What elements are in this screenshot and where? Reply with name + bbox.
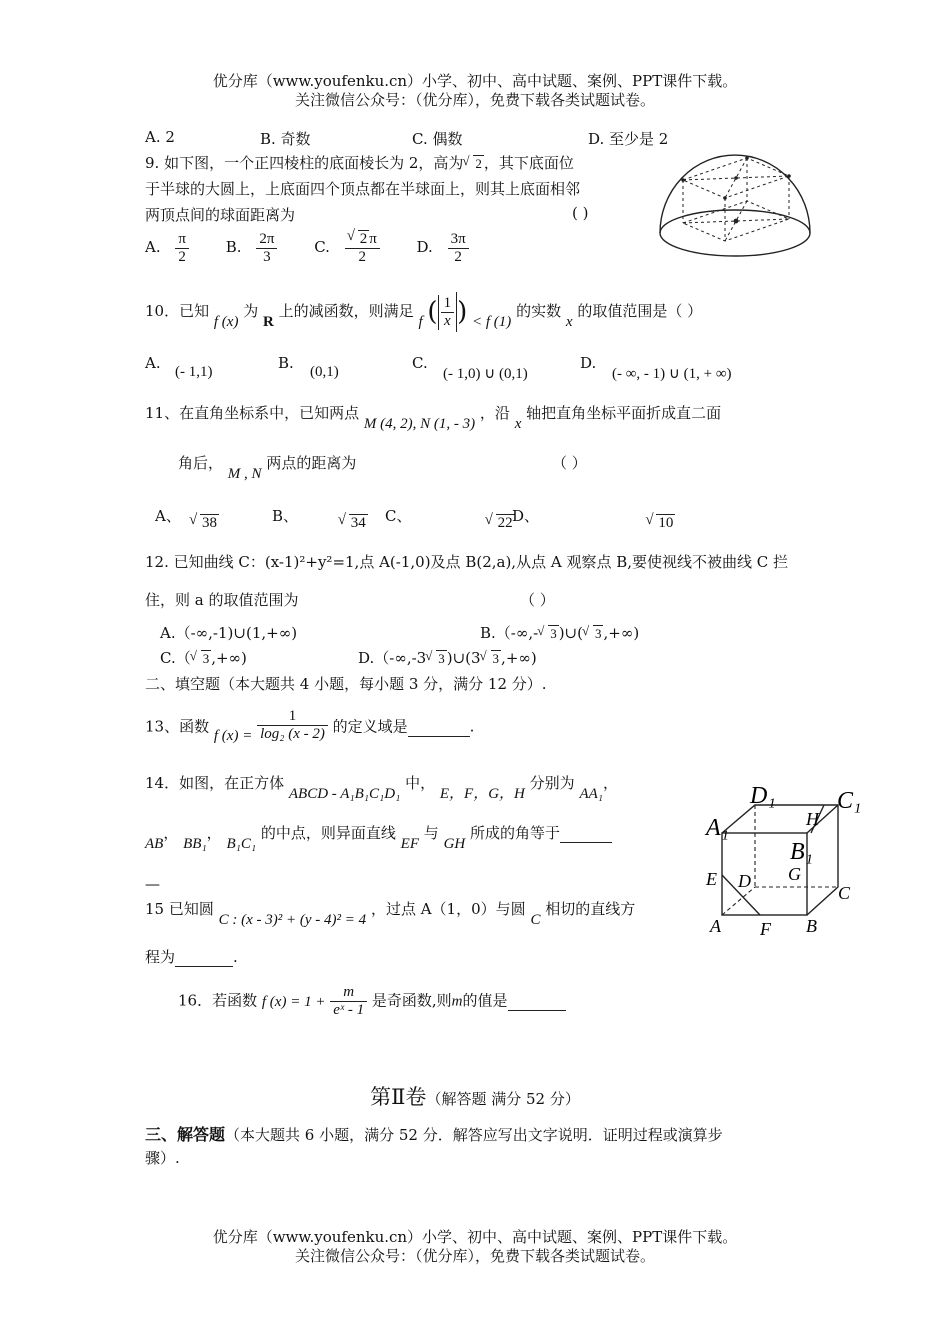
q9-options: A. $\frac{\pi}{2}$ B. $\frac{2\pi}{3}$ C. √ $\frac{2 \pi}{2}$ D. $\frac{3\pi}{2}$	[145, 230, 469, 266]
q9-line-3: 两顶点间的球面距离为	[145, 206, 296, 224]
header-line-1: 优分库（www.youfenku.cn）小学、初中、高中试题、案例、PPT课件下载。	[212, 72, 738, 90]
header-line-2: 关注微信公众号：（优分库），免费下载各类试题试卷。	[294, 91, 655, 109]
label-f: F	[760, 919, 771, 939]
q10-option-a: (- 1,1)	[175, 364, 213, 380]
section-3-heading: 三、解答题（本大题共 6 小题，满分 52 分．解答应写出文字说明．证明过程或演算步	[145, 1125, 723, 1144]
q14-blank-tail: —	[145, 875, 160, 893]
label-d: D	[738, 871, 751, 891]
q11-option-a-label: A、	[155, 507, 181, 525]
label-e: E	[706, 869, 717, 889]
q9-sqrt: √ 2	[473, 155, 484, 172]
q11-line-1: 11、在直角坐标系中，已知两点 M (4, 2), N (1, - 3) ，沿 x 轴把直角坐标平面折成直二面	[145, 404, 722, 432]
q10-line: 10．已知 f (x) 为 R 上的减函数，则满足 f ( $\frac{1}{x}$ ) < f (1) 的实数 x 的取值范围是（ ）	[145, 292, 702, 332]
q10-option-c: (- 1,0) ∪ (0,1)	[443, 366, 528, 382]
label-h: H	[806, 809, 819, 829]
q8-option-b: B. 奇数	[260, 130, 311, 148]
footer-line-1: 优分库（www.youfenku.cn）小学、初中、高中试题、案例、PPT课件下载。	[212, 1228, 738, 1246]
q14-line-1: 14．如图，在正方体 ABCD - A₁B₁C₁D₁ 中， E，F，G，H 分别为 AA₁，	[145, 774, 619, 802]
q10-option-c-label: C.	[412, 354, 428, 372]
label-c: C	[838, 883, 851, 903]
q12-paren: （ ）	[520, 591, 555, 609]
q11-line-2: 角后， M , N 两点的距离为	[178, 454, 357, 482]
q16-line: 16．若函数 f (x) = 1 + $\frac{m}{\text{eˣ - 1}}$ 是奇函数,则m的值是	[178, 984, 566, 1019]
label-d1: D₁	[750, 783, 776, 809]
section-3-line-2: 骤）.	[145, 1149, 180, 1167]
q11-option-d-label: D、	[512, 507, 540, 525]
q12-option-a: A.（-∞,-1)∪(1,+∞)	[160, 624, 298, 642]
q8-option-a: A. 2	[145, 128, 175, 146]
q11-option-b: √ 34	[349, 514, 368, 532]
q11-option-c-label: C、	[385, 507, 412, 525]
q12-line-2: 住，则 a 的取值范围为	[145, 591, 299, 609]
hemisphere-figure	[655, 148, 815, 263]
q10-option-b: (0,1)	[310, 364, 339, 380]
q10-option-d: (- ∞, - 1) ∪ (1, + ∞)	[612, 366, 732, 382]
part-2-title: 第Ⅱ卷（解答题 满分 52 分）	[370, 1085, 580, 1109]
label-c1: C₁	[837, 788, 862, 814]
footer-line-2: 关注微信公众号：（优分库），免费下载各类试题试卷。	[294, 1247, 655, 1265]
q10-option-a-label: A.	[145, 354, 161, 372]
q15-line-1: 15 已知圆 C : (x - 3)² + (y - 4)² = 4 ，过点 A（1，0）与圆 C 相切的直线方	[145, 900, 636, 928]
q8-option-d: D. 至少是 2	[588, 130, 669, 148]
q8-option-c: C. 偶数	[412, 130, 463, 148]
q13-line: 13、函数 f (x) = $\frac{1}{\text{log₂ (x - 2)}}$ 的定义域是 .	[145, 708, 475, 744]
label-a: A	[710, 916, 721, 936]
q15-line-2: 程为 .	[145, 948, 238, 966]
section-2-heading: 二、填空题（本大题共 4 小题，每小题 3 分，满分 12 分）.	[145, 675, 547, 693]
q10-option-b-label: B.	[278, 354, 294, 372]
label-a1: A₁	[706, 815, 730, 841]
cube-figure	[700, 775, 870, 945]
q11-option-c: √ 22	[496, 514, 515, 532]
q12-option-b: B.（-∞,-√ 3 )∪(√ 3 ,+∞)	[480, 622, 639, 643]
q11-option-b-label: B、	[272, 507, 299, 525]
q12-line-1: 12. 已知曲线 C：(x-1)²+y²=1,点 A(-1,0)及点 B(2,a),从点 A 观察点 B,要使视线不被曲线 C 拦	[145, 553, 789, 571]
q11-paren: （ ）	[552, 454, 587, 472]
q9-line-1: 9. 如下图，一个正四棱柱的底面棱长为 2，高为√ 2 ，其下底面位	[145, 152, 574, 173]
label-b1: B₁	[790, 839, 814, 865]
q9-paren: ( )	[572, 204, 589, 222]
label-b: B	[806, 916, 817, 936]
label-g: G	[788, 864, 801, 884]
q12-option-d: D.（-∞,-3√ 3 )∪(3√ 3 ,+∞)	[358, 647, 537, 668]
q11-option-a: √ 38	[200, 514, 219, 532]
q14-line-2: AB， BB₁， B₁C₁ 的中点，则异面直线 EF 与 GH 所成的角等于	[145, 822, 612, 843]
q12-option-c: C.（√ 3 ,+∞)	[160, 647, 247, 668]
q9-line-2: 于半球的大圆上，上底面四个顶点都在半球面上，则其上底面相邻	[145, 180, 581, 198]
q10-option-d-label: D.	[580, 354, 597, 372]
q11-option-d: √ 10	[656, 514, 675, 532]
